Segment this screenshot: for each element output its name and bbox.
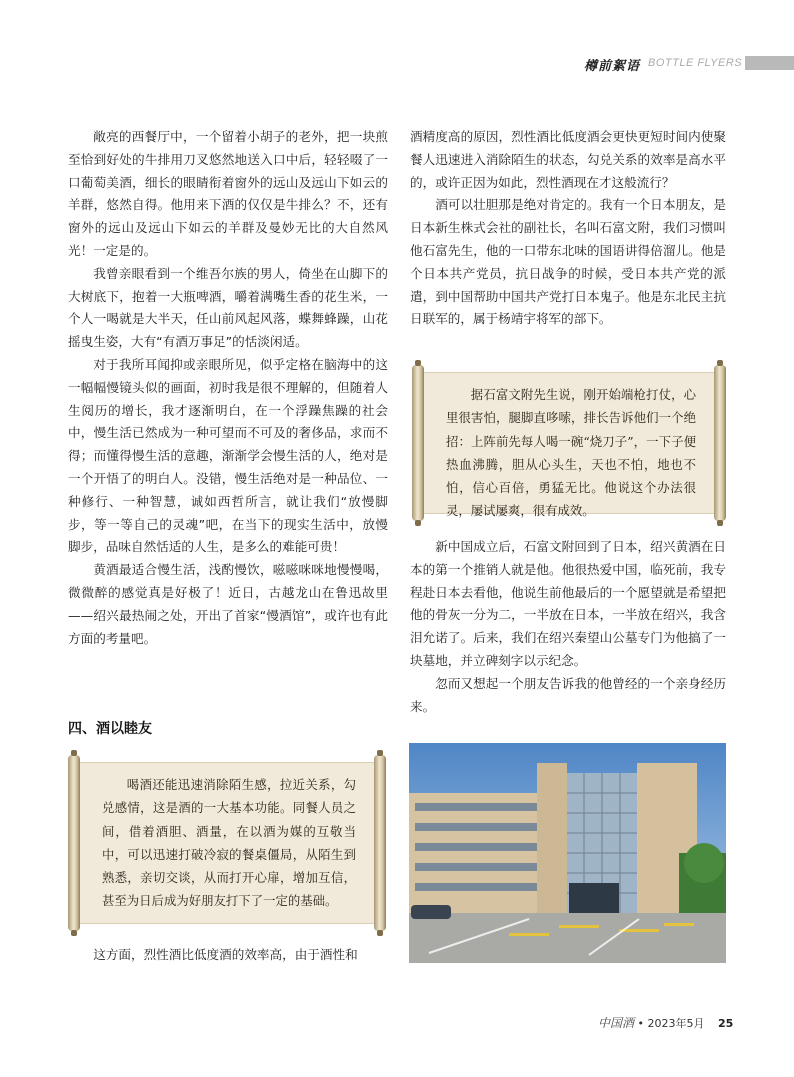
issue-date: • 2023年5月 xyxy=(637,1017,705,1030)
left-column-tail xyxy=(68,944,388,967)
quote-text: 据石富文附先生说，刚开始端枪打仗，心里很害怕，腿脚直哆嗦，排长告诉他们一个绝招：上阵前先每人喝一碗“烧刀子”，一下子便热血沸腾，胆从心头生，天也不怕，地也不怕，信心百倍，勇猛无比。他说这个办法很灵，屡试屡爽，很有成效。 xyxy=(446,387,696,519)
quote-scroll xyxy=(74,762,380,924)
paragraph: 酒可以壮胆那是绝对肯定的。我有一个日本朋友，是日本新生株式会社的副社长，名叫石富文附，我们习惯叫他石富先生，他的一口带东北味的国语讲得倍溜儿。他是个日本共产党员，抗日战争的时候，受日本共产党的派遣，到中国帮助中国共产党打日本鬼子。他是东北民主抗日联军的，属于杨靖宇将军的部下。 xyxy=(410,197,726,327)
scroll-roll-left xyxy=(68,755,80,931)
paragraph: 我曾亲眼看到一个维吾尔族的男人，倚坐在山脚下的大树底下，抱着一大瓶啤酒，嚼着满嘴生香的花生米，一个人一喝就是大半天，任山前风起风落，蝶舞蜂躁，山花摇曳生姿，大有“有酒万事足”的恬淡闲适。 xyxy=(68,265,388,350)
paragraph: 敞亮的西餐厅中，一个留着小胡子的老外，把一块煎至恰到好处的牛排用刀叉悠然地送入口中后，轻轻啜了一口葡萄美酒，细长的眼睛衔着窗外的远山及远山下如云的羊群，悠然自得。他用来下酒的仅仅是牛排么？不，还有窗外的远山及远山下如云的羊群及曼妙无比的大自然风光！一定是的。 xyxy=(68,129,388,258)
paragraph: 对于我所耳闻抑或亲眼所见，似乎定格在脑海中的这一幅幅慢镜头似的画面，初时我是很不理解的，但随着人生阅历的增长，我才逐渐明白，在一个浮躁焦躁的社会中，慢生活已然成为一种可望而不可及的奢侈品，求而不得；而懂得慢生活的意趣，渐渐学会慢生活的人，绝对是一个开悟了的明白人。没错，慢生活绝对是一种品位、一种修行、一种智慧，诚如西哲所言，就让我们“放慢脚步，等一等自己的灵魂”吧，在当下的现实生活中，放慢脚步，品味自然恬适的人生，是多么的难能可贵！ xyxy=(68,356,388,555)
quote-text: 喝酒还能迅速消除陌生感，拉近关系，勾兑感情，这是酒的一大基本功能。同餐人员之间，借着酒胆、酒量，在以酒为媒的互敬当中，可以迅速打破冷寂的餐桌僵局，从陌生到熟悉，亲切交谈，从而打开心扉，增加互信，甚至为日后成为好朋友打下了一定的基础。 xyxy=(102,777,356,909)
building-photo xyxy=(409,743,726,963)
page-footer xyxy=(598,1014,733,1031)
running-header xyxy=(580,52,794,74)
column-title: 樽前絮语 xyxy=(584,59,641,74)
section-heading: 四、酒以睦友 xyxy=(68,721,152,737)
magazine-logo: 中国酒 xyxy=(598,1016,635,1030)
scroll-roll-right xyxy=(374,755,386,931)
paragraph: 忽而又想起一个朋友告诉我的他曾经的一个亲身经历来。 xyxy=(410,675,726,714)
paragraph: 酒精度高的原因，烈性酒比低度酒会更快更短时间内使聚餐人迅速进入消除陌生的状态，勾兑关系的效率是高水平的，或许正因为如此，烈性酒现在才这般流行？ xyxy=(410,129,726,190)
header-bar xyxy=(745,56,794,70)
scroll-roll-right xyxy=(714,365,726,521)
column-subtitle: BOTTLE FLYERS xyxy=(648,57,743,69)
page-number: 25 xyxy=(718,1017,734,1030)
scroll-roll-left xyxy=(412,365,424,521)
left-column xyxy=(68,126,388,650)
right-column xyxy=(410,126,726,331)
paragraph: 这方面，烈性酒比低度酒的效率高，由于酒性和 xyxy=(93,947,358,962)
right-column-lower xyxy=(410,536,726,718)
quote-scroll xyxy=(418,372,720,519)
paragraph: 新中国成立后，石富文附回到了日本，绍兴黄酒在日本的第一个推销人就是他。他很热爱中国，临死前，我专程赴日本去看他，他说生前他最后的一个愿望就是希望把他的骨灰一分为二，一半放在日本，一半放在绍兴，我含泪允诺了。后来，我们在绍兴秦望山公墓专门为他搞了一块墓地，并立碑刻字以示纪念。 xyxy=(410,539,726,668)
paragraph: 黄酒最适合慢生活，浅酌慢饮，嗞嗞咪咪地慢慢喝，微微醉的感觉真是好极了！近日，古越龙山在鲁迅故里——绍兴最热闹之处，开出了首家“慢酒馆”，或许也有此方面的考量吧。 xyxy=(68,562,388,646)
